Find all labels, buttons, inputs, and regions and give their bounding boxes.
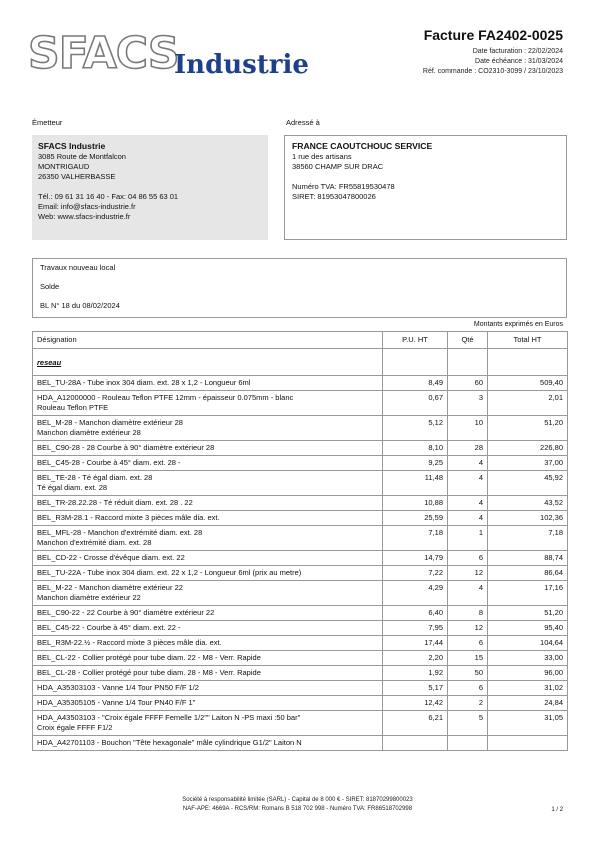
invoice-date: Date facturation : 22/02/2024: [472, 48, 563, 55]
currency-note: Montants exprimés en Euros: [473, 321, 563, 328]
designation-subtext: Manchon diamètre extérieur 22: [37, 593, 141, 602]
designation-text: BEL_MFL-28 - Manchon d'extrémité diam. ext. 28: [37, 528, 203, 537]
table-row: [33, 456, 568, 471]
emitter-label: Émetteur: [32, 118, 63, 127]
note-type: Solde: [40, 282, 60, 291]
unit-price-cell: 0,67: [383, 391, 448, 416]
designation-text: BEL_TE-28 - Té égal diam. ext. 28: [37, 473, 153, 482]
section-cell: [33, 349, 383, 376]
unit-price-cell: 5,17: [383, 681, 448, 696]
company-logo: [28, 28, 309, 86]
quantity-cell: 50: [448, 666, 488, 681]
section-label: reseau: [37, 357, 62, 367]
designation-text: HDA_A43503103 - "Croix égale FFFF Femelle 1/2"" Laiton N -PS maxi :50 bar": [37, 713, 301, 722]
designation-cell: [33, 621, 383, 636]
total-cell: 96,00: [488, 666, 568, 681]
total-cell: 226,80: [488, 441, 568, 456]
designation-cell: [33, 441, 383, 456]
total-cell: 31,05: [488, 711, 568, 736]
total-cell: 33,00: [488, 651, 568, 666]
recipient-address-line: 1 rue des artisans: [292, 152, 352, 161]
quantity-cell: 4: [448, 581, 488, 606]
table-row: [33, 471, 568, 496]
table-row: [33, 496, 568, 511]
unit-price-cell: 4,29: [383, 581, 448, 606]
designation-text: BEL_CL-28 - Collier protégé pour tube diam. 28 - M8 - Verr. Rapide: [37, 668, 261, 677]
note-delivery: BL N° 18 du 08/02/2024: [40, 301, 120, 310]
quantity-cell: 4: [448, 496, 488, 511]
header-quantity: Qté: [448, 332, 488, 349]
quantity-cell: 15: [448, 651, 488, 666]
designation-cell: [33, 666, 383, 681]
quantity-cell: 2: [448, 696, 488, 711]
footer-registration-line: NAF-APE: 4669A - RCS/RM: Romans B 518 702 998 - Numéro TVA: FR86518702998: [182, 806, 413, 812]
section-empty-cell: [383, 349, 448, 376]
designation-text: HDA_A35303103 - Vanne 1/4 Tour PN50 F/F 1/2: [37, 683, 199, 692]
total-cell: 45,92: [488, 471, 568, 496]
section-row: [33, 349, 568, 376]
designation-cell: [33, 416, 383, 441]
designation-cell: [33, 391, 383, 416]
emitter-box: [32, 135, 268, 240]
total-cell: 509,40: [488, 376, 568, 391]
designation-cell: [33, 376, 383, 391]
quantity-cell: 3: [448, 391, 488, 416]
total-cell: 37,00: [488, 456, 568, 471]
order-reference: Réf. commande : CO2310-3099 / 23/10/2023: [422, 68, 563, 75]
emitter-email: Email: info@sfacs-industrie.fr: [38, 202, 136, 211]
emitter-address-line: 26350 VALHERBASSE: [38, 172, 116, 181]
designation-text: HDA_A35305105 - Vanne 1/4 Tour PN40 F/F 1": [37, 698, 196, 707]
designation-text: BEL_C45-28 - Courbe à 45° diam. ext. 28 -: [37, 458, 181, 467]
quantity-cell: 4: [448, 471, 488, 496]
table-row: [33, 736, 568, 751]
unit-price-cell: 9,25: [383, 456, 448, 471]
table-row: [33, 511, 568, 526]
designation-cell: [33, 681, 383, 696]
total-cell: 7,18: [488, 526, 568, 551]
emitter-name: SFACS Industrie: [38, 141, 106, 151]
section-empty-cell: [448, 349, 488, 376]
table-row: [33, 391, 568, 416]
designation-text: BEL_M-22 - Manchon diamètre extérieur 22: [37, 583, 183, 592]
quantity-cell: 10: [448, 416, 488, 441]
designation-subtext: Manchon d'extrémité diam. ext. 28: [37, 538, 152, 547]
unit-price-cell: 11,48: [383, 471, 448, 496]
quantity-cell: 5: [448, 711, 488, 736]
quantity-cell: 12: [448, 566, 488, 581]
quantity-cell: [448, 736, 488, 751]
designation-subtext: Té égal diam. ext. 28: [37, 483, 108, 492]
designation-text: HDA_A12000000 - Rouleau Teflon PTFE 12mm - épaisseur 0.075mm - blanc: [37, 393, 294, 402]
total-cell: 31,02: [488, 681, 568, 696]
designation-cell: [33, 511, 383, 526]
designation-cell: [33, 566, 383, 581]
table-row: [33, 621, 568, 636]
recipient-name: FRANCE CAOUTCHOUC SERVICE: [292, 141, 433, 151]
unit-price-cell: 1,92: [383, 666, 448, 681]
quantity-cell: 4: [448, 511, 488, 526]
unit-price-cell: 7,95: [383, 621, 448, 636]
unit-price-cell: 12,42: [383, 696, 448, 711]
designation-cell: [33, 581, 383, 606]
logo-wordmark: SFACS: [28, 28, 179, 79]
table-row: [33, 566, 568, 581]
designation-text: BEL_M-28 - Manchon diamètre extérieur 28: [37, 418, 183, 427]
table-row: [33, 651, 568, 666]
quantity-cell: 6: [448, 681, 488, 696]
total-cell: 104,64: [488, 636, 568, 651]
quantity-cell: 60: [448, 376, 488, 391]
unit-price-cell: 14,79: [383, 551, 448, 566]
unit-price-cell: 25,59: [383, 511, 448, 526]
recipient-box: [284, 135, 567, 240]
designation-cell: [33, 736, 383, 751]
designation-cell: [33, 711, 383, 736]
unit-price-cell: [383, 736, 448, 751]
total-cell: 2,01: [488, 391, 568, 416]
recipient-vat: Numéro TVA: FR55819530478: [292, 182, 395, 191]
emitter-phone: Tél.: 09 61 31 16 40 - Fax: 04 86 55 63 01: [38, 192, 179, 201]
total-cell: 95,40: [488, 621, 568, 636]
designation-text: HDA_A42701103 - Bouchon "Tête hexagonale" mâle cylindrique G1/2" Laiton N: [37, 738, 302, 747]
designation-cell: [33, 606, 383, 621]
designation-text: BEL_TU-28A - Tube inox 304 diam. ext. 28 x 1,2 - Longueur 6ml: [37, 378, 251, 387]
unit-price-cell: 10,88: [383, 496, 448, 511]
designation-text: BEL_CL-22 - Collier protégé pour tube diam. 22 - M8 - Verr. Rapide: [37, 653, 261, 662]
unit-price-cell: 7,18: [383, 526, 448, 551]
page-number: 1 / 2: [551, 807, 563, 813]
invoice-lines-table: [32, 331, 568, 751]
unit-price-cell: 6,40: [383, 606, 448, 621]
unit-price-cell: 8,10: [383, 441, 448, 456]
total-cell: 86,64: [488, 566, 568, 581]
table-row: [33, 711, 568, 736]
emitter-address-line: MONTRIGAUD: [38, 162, 90, 171]
emitter-website: Web: www.sfacs-industrie.fr: [38, 212, 131, 221]
quantity-cell: 1: [448, 526, 488, 551]
header-designation: Désignation: [33, 332, 383, 349]
total-cell: 102,36: [488, 511, 568, 526]
unit-price-cell: 5,12: [383, 416, 448, 441]
total-cell: 43,52: [488, 496, 568, 511]
quantity-cell: 8: [448, 606, 488, 621]
invoice-notes-box: [32, 258, 567, 318]
quantity-cell: 6: [448, 636, 488, 651]
designation-text: BEL_C45-22 - Courbe à 45° diam. ext. 22 -: [37, 623, 181, 632]
quantity-cell: 28: [448, 441, 488, 456]
quantity-cell: 4: [448, 456, 488, 471]
table-row: [33, 681, 568, 696]
header-unit-price: P.U. HT: [383, 332, 448, 349]
total-cell: 88,74: [488, 551, 568, 566]
unit-price-cell: 2,20: [383, 651, 448, 666]
designation-subtext: Rouleau Teflon PTFE: [37, 403, 109, 412]
quantity-cell: 6: [448, 551, 488, 566]
table-row: [33, 551, 568, 566]
designation-cell: [33, 636, 383, 651]
designation-cell: [33, 696, 383, 711]
unit-price-cell: 8,49: [383, 376, 448, 391]
note-project: Travaux nouveau local: [40, 263, 116, 272]
header-total: Total HT: [488, 332, 568, 349]
total-cell: [488, 736, 568, 751]
emitter-address-line: 3085 Route de Montfalcon: [38, 152, 126, 161]
table-row: [33, 441, 568, 456]
designation-cell: [33, 496, 383, 511]
total-cell: 24,84: [488, 696, 568, 711]
logo-subtitle: Industrie: [174, 50, 309, 80]
designation-subtext: Croix égale FFFF F1/2: [37, 723, 113, 732]
total-cell: 51,20: [488, 606, 568, 621]
designation-text: BEL_TR-28.22.28 - Té réduit diam. ext. 28 . 22: [37, 498, 193, 507]
table-row: [33, 581, 568, 606]
designation-cell: [33, 456, 383, 471]
designation-text: BEL_R3M-28.1 - Raccord mixte 3 pièces mâle dia. ext.: [37, 513, 220, 522]
designation-text: BEL_C90-22 - 22 Courbe à 90° diamètre extérieur 22: [37, 608, 215, 617]
table-row: [33, 636, 568, 651]
recipient-label: Adressé à: [286, 118, 320, 127]
designation-text: BEL_C90-28 - 28 Courbe à 90° diamètre extérieur 28: [37, 443, 215, 452]
table-row: [33, 666, 568, 681]
table-row: [33, 526, 568, 551]
table-row: [33, 376, 568, 391]
quantity-cell: 12: [448, 621, 488, 636]
table-row: [33, 416, 568, 441]
table-row: [33, 696, 568, 711]
recipient-siret: SIRET: 81953047800026: [292, 192, 376, 201]
invoice-due-date: Date échéance : 31/03/2024: [475, 58, 563, 65]
designation-cell: [33, 526, 383, 551]
unit-price-cell: 17,44: [383, 636, 448, 651]
invoice-title: Facture FA2402-0025: [423, 27, 563, 43]
recipient-address-line: 38560 CHAMP SUR DRAC: [292, 162, 384, 171]
designation-text: BEL_TU-22A - Tube inox 304 diam. ext. 22 x 1,2 - Longueur 6ml (prix au metre): [37, 568, 302, 577]
designation-cell: [33, 651, 383, 666]
total-cell: 51,20: [488, 416, 568, 441]
designation-subtext: Manchon diamètre extérieur 28: [37, 428, 141, 437]
unit-price-cell: 7,22: [383, 566, 448, 581]
total-cell: 17,16: [488, 581, 568, 606]
footer-legal-line: Société à responsabilité limitée (SARL) - Capital de 8 000 € - SIRET: 81870299800023: [182, 797, 413, 803]
table-row: [33, 606, 568, 621]
table-header-row: [33, 332, 568, 349]
designation-text: BEL_CD-22 - Crosse d'évêque diam. ext. 22: [37, 553, 185, 562]
designation-cell: [33, 551, 383, 566]
section-empty-cell: [488, 349, 568, 376]
unit-price-cell: 6,21: [383, 711, 448, 736]
designation-text: BEL_R3M-22.½ - Raccord mixte 3 pièces mâle dia. ext.: [37, 638, 222, 647]
designation-cell: [33, 471, 383, 496]
